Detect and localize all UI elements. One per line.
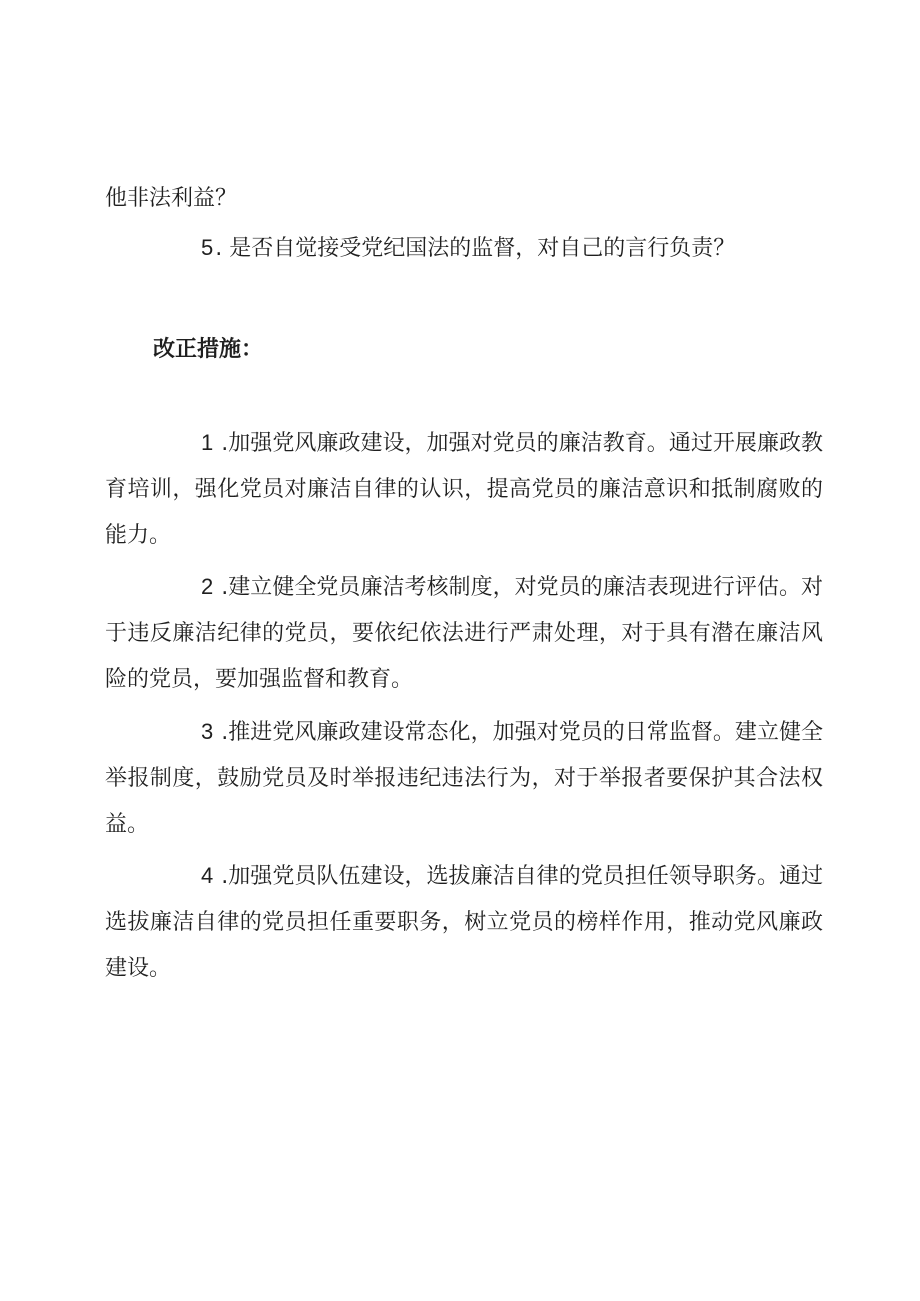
measure-text: .推进党风廉政建设常态化，加强对党员的日常监督。建立健全举报制度，鼓励党员及时举报违纪违法行为，对于举报者要保护其合法权益。 — [105, 720, 823, 837]
measure-item-2 — [105, 564, 823, 703]
measure-text: .建立健全党员廉洁考核制度，对党员的廉洁表现进行评估。对于违反廉洁纪律的党员，要依纪依法进行严肃处理，对于具有潜在廉洁风险的党员，要加强监督和教育。 — [105, 575, 823, 692]
measure-number: 4 — [201, 863, 214, 888]
measure-item-3 — [105, 709, 823, 848]
measure-item-1 — [105, 420, 823, 559]
continuation-text: 他非法利益？ — [105, 186, 238, 211]
measure-item-4 — [105, 853, 823, 992]
question-5 — [105, 225, 823, 272]
measure-number: 3 — [201, 719, 214, 744]
section-heading: 改正措施： — [153, 337, 264, 362]
measure-number: 1 — [201, 430, 214, 455]
measure-text: .加强党员队伍建设，选拔廉洁自律的党员担任领导职务。通过选拔廉洁自律的党员担任重要职务，树立党员的榜样作用，推动党风廉政建设。 — [105, 864, 823, 981]
continuation-line — [105, 176, 823, 222]
measure-number: 2 — [201, 574, 214, 599]
question-number: 5 — [201, 235, 214, 260]
measure-text: .加强党风廉政建设，加强对党员的廉洁教育。通过开展廉政教育培训，强化党员对廉洁自律的认识，提高党员的廉洁意识和抵制腐败的能力。 — [105, 431, 823, 548]
question-text: . 是否自觉接受党纪国法的监督，对自己的言行负责？ — [215, 236, 736, 261]
